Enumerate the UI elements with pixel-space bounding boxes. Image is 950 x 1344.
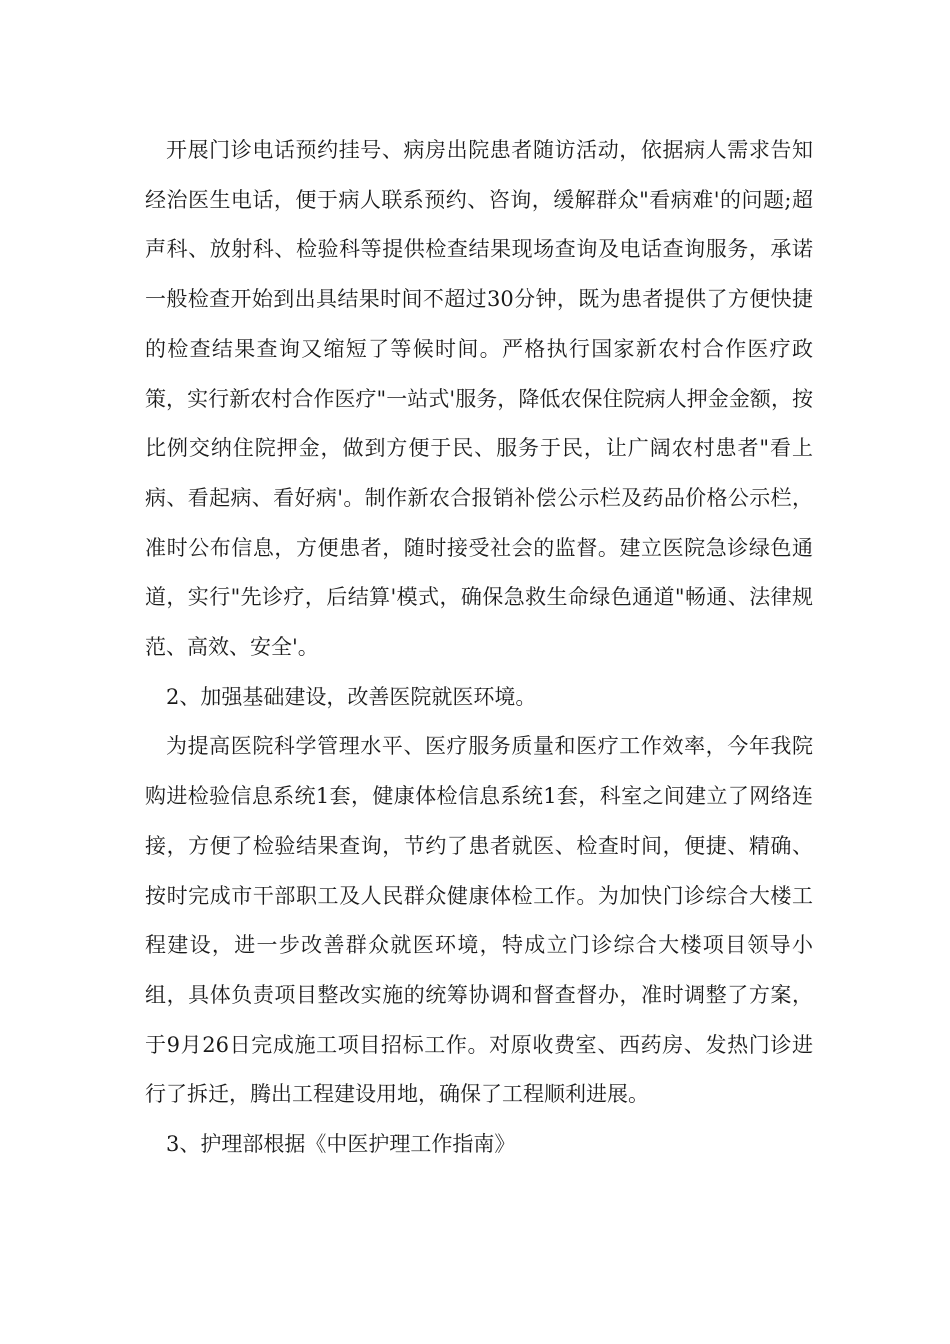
paragraph-outpatient-services: 开展门诊电话预约挂号、病房出院患者随访活动，依据病人需求告知经治医生电话，便于病人联系预约、咨询，缓解群众"看病难'的问题;超声科、放射科、检验科等提供检查结果现场查询及电话查询服务，承诺一般检查开始到出具结果时间不超过30分钟，既为患者提供了方便快捷的检查结果查询又缩短了等候时间。严格执行国家新农村合作医疗政策，实行新农村合作医疗"一站式'服务，降低农保住院病人押金金额，按比例交纳住院押金，做到方便于民、服务于民，让广阔农村患者"看上病、看起病、看好病'。制作新农合报销补偿公示栏及药品价格公示栏，准时公布信息，方便患者，随时接受社会的监督。建立医院急诊绿色通道，实行"先诊疗，后结算'模式，确保急救生命绿色通道"畅通、法律规范、高效、安全'。: [145, 138, 813, 660]
document-body: [145, 126, 813, 1170]
paragraph-infrastructure: 为提高医院科学管理水平、医疗服务质量和医疗工作效率，今年我院购进检验信息系统1套，健康体检信息系统1套，科室之间建立了网络连接，方便了检验结果查询，节约了患者就医、检查时间，便捷、精确、按时完成市干部职工及人民群众健康体检工作。为加快门诊综合大楼工程建设，进一步改善群众就医环境，特成立门诊综合大楼项目领导小组，具体负责项目整改实施的统筹协调和督查督办，准时调整了方案，于9月26日完成施工项目招标工作。对原收费室、西药房、发热门诊进行了拆迁，腾出工程建设用地，确保了工程顺利进展。: [145, 734, 813, 1107]
section-heading-infrastructure: 2、加强基础建设，改善医院就医环境。: [166, 684, 537, 709]
section-heading-nursing: 3、护理部根据《中医护理工作指南》: [166, 1132, 516, 1157]
